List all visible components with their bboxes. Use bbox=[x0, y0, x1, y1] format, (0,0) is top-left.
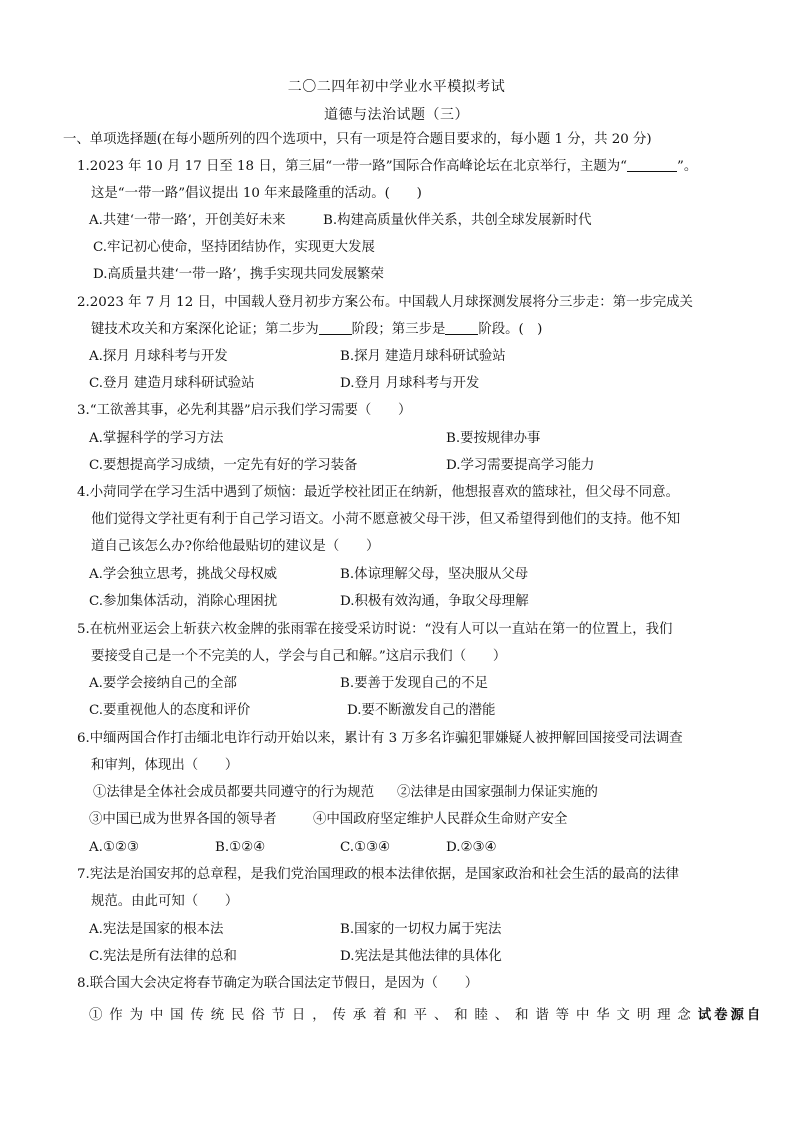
question-8-stem: 8.联合国大会决定将春节确定为联合国法定节假日，是因为（ ） bbox=[77, 976, 479, 991]
question-2-stem-cont bbox=[91, 320, 542, 340]
q3-option-d: D.学习需要提高学习能力 bbox=[446, 458, 595, 473]
q6-statement-3: ③中国已成为世界各国的领导者 bbox=[89, 812, 277, 827]
q8-statement-1 bbox=[89, 1004, 764, 1023]
q2-option-a: A.探月 月球科考与开发 bbox=[89, 349, 228, 364]
q6-statement-4: ④中国政府坚定维护人民群众生命财产安全 bbox=[313, 812, 568, 827]
question-4-stem-cont: 他们觉得文学社更有利于自己学习语文。小菏不愿意被父母干涉，但又希望得到他们的支持。他不知 bbox=[91, 512, 681, 527]
question-2-stem: 2.2023 年 7 月 12 日，中国载人登月初步方案公布。中国载人月球探测发展将分三步走：第一步完成关 bbox=[77, 295, 693, 310]
exam-subtitle: 道德与法治试题（三） bbox=[324, 107, 469, 123]
question-4-stem: 4.小菏同学在学习生活中遇到了烦恼：最近学校社团正在纳新，他想报喜欢的篮球社，但父母不同意。 bbox=[77, 485, 679, 500]
q2-text-c: 阶段。( ) bbox=[478, 322, 543, 337]
answer-blank bbox=[627, 157, 677, 172]
q1-option-a: A.共建‘一带一路’，开创美好未来 bbox=[89, 213, 286, 228]
q8-statement-1-text: ①作为中国传统民俗节日，传承着和平、和睦、和谐等中华文明理念 bbox=[89, 1008, 698, 1023]
q7-option-d: D.宪法是其他法律的具体化 bbox=[340, 949, 502, 964]
q1-text-a: 1.2023 年 10 月 17 日至 18 日，第三届“一带一路”国际合作高峰论坛在北京举行，主题为“ bbox=[77, 159, 628, 174]
q2-option-b: B.探月 建造月球科研试验站 bbox=[340, 349, 506, 364]
q1-text-b: ”。 bbox=[677, 159, 698, 174]
q7-option-c: C.宪法是所有法律的总和 bbox=[89, 949, 237, 964]
question-4-stem-cont2: 道自己该怎么办?你给他最贴切的建议是（ ） bbox=[91, 539, 380, 554]
question-3-stem: 3.“工欲善其事，必先利其器”启示我们学习需要（ ） bbox=[77, 403, 412, 418]
q6-statement-2: ②法律是由国家强制力保证实施的 bbox=[397, 785, 598, 800]
q6-option-c: C.①③④ bbox=[340, 840, 391, 855]
question-1-stem bbox=[77, 157, 697, 177]
question-5-stem: 5.在杭州亚运会上斩获六枚金牌的张雨霏在接受采访时说：“没有人可以一直站在第一的位置上，我们 bbox=[77, 622, 673, 637]
q3-option-c: C.要想提高学习成绩，一定先有好的学习装备 bbox=[89, 458, 358, 473]
q1-option-b: B.构建高质量伙伴关系，共创全球发展新时代 bbox=[323, 213, 592, 228]
q4-option-b: B.体谅理解父母，坚决服从父母 bbox=[340, 567, 529, 582]
q2-text-a: 键技术攻关和方案深化论证；第二步为 bbox=[91, 322, 319, 337]
q1-option-d: D.高质量共建‘一带一路’，携手实现共同发展繁荣 bbox=[93, 267, 384, 282]
q5-option-b: B.要善于发现自己的不足 bbox=[340, 676, 489, 691]
q7-option-a: A.宪法是国家的根本法 bbox=[89, 922, 224, 937]
q2-option-d: D.登月 月球科考与开发 bbox=[340, 376, 480, 391]
q4-option-c: C.参加集体活动，消除心理困扰 bbox=[89, 594, 278, 609]
q6-option-b: B.①②④ bbox=[215, 840, 266, 855]
question-7-stem-cont: 规范。由此可知（ ） bbox=[91, 894, 239, 909]
q5-option-d: D.要不断激发自己的潜能 bbox=[347, 703, 496, 718]
q5-option-a: A.要学会接纳自己的全部 bbox=[89, 676, 237, 691]
answer-blank bbox=[319, 320, 352, 335]
question-6-stem-cont: 和审判，体现出（ ） bbox=[91, 758, 239, 773]
q1-option-c: C.牢记初心使命，坚持团结协作，实现更大发展 bbox=[93, 240, 375, 255]
watermark-text: 试卷源自 bbox=[697, 1007, 764, 1023]
question-1-stem-cont: 这是“一带一路”倡议提出 10 年来最隆重的活动。( ) bbox=[91, 186, 422, 201]
q6-statement-1: ①法律是全体社会成员都要共同遵守的行为规范 bbox=[93, 785, 375, 800]
q6-option-d: D.②③④ bbox=[446, 840, 497, 855]
question-7-stem: 7.宪法是治国安邦的总章程，是我们党治国理政的根本法律依据，是国家政治和社会生活的最高的法律 bbox=[77, 867, 679, 882]
answer-blank bbox=[445, 320, 478, 335]
question-6-stem: 6.中缅两国合作打击缅北电诈行动开始以来，累计有 3 万多名诈骗犯罪嫌疑人被押解回国接受司法调查 bbox=[77, 731, 683, 746]
q4-option-a: A.学会独立思考，挑战父母权威 bbox=[89, 567, 278, 582]
q7-option-b: B.国家的一切权力属于宪法 bbox=[340, 922, 502, 937]
q3-option-b: B.要按规律办事 bbox=[446, 431, 541, 446]
section-heading: 一、单项选择题(在每小题所列的四个选项中，只有一项是符合题目要求的，每小题 1 分，共 20 分) bbox=[63, 132, 652, 147]
q2-text-b: 阶段；第三步是 bbox=[351, 322, 446, 337]
exam-title: 二〇二四年初中学业水平模拟考试 bbox=[287, 79, 506, 95]
q5-option-c: C.要重视他人的态度和评价 bbox=[89, 703, 251, 718]
q6-option-a: A.①②③ bbox=[89, 840, 139, 855]
q2-option-c: C.登月 建造月球科研试验站 bbox=[89, 376, 255, 391]
q4-option-d: D.积极有效沟通，争取父母理解 bbox=[340, 594, 529, 609]
question-5-stem-cont: 要接受自己是一个不完美的人，学会与自己和解。”这启示我们（ ） bbox=[91, 649, 507, 664]
q3-option-a: A.掌握科学的学习方法 bbox=[89, 431, 224, 446]
